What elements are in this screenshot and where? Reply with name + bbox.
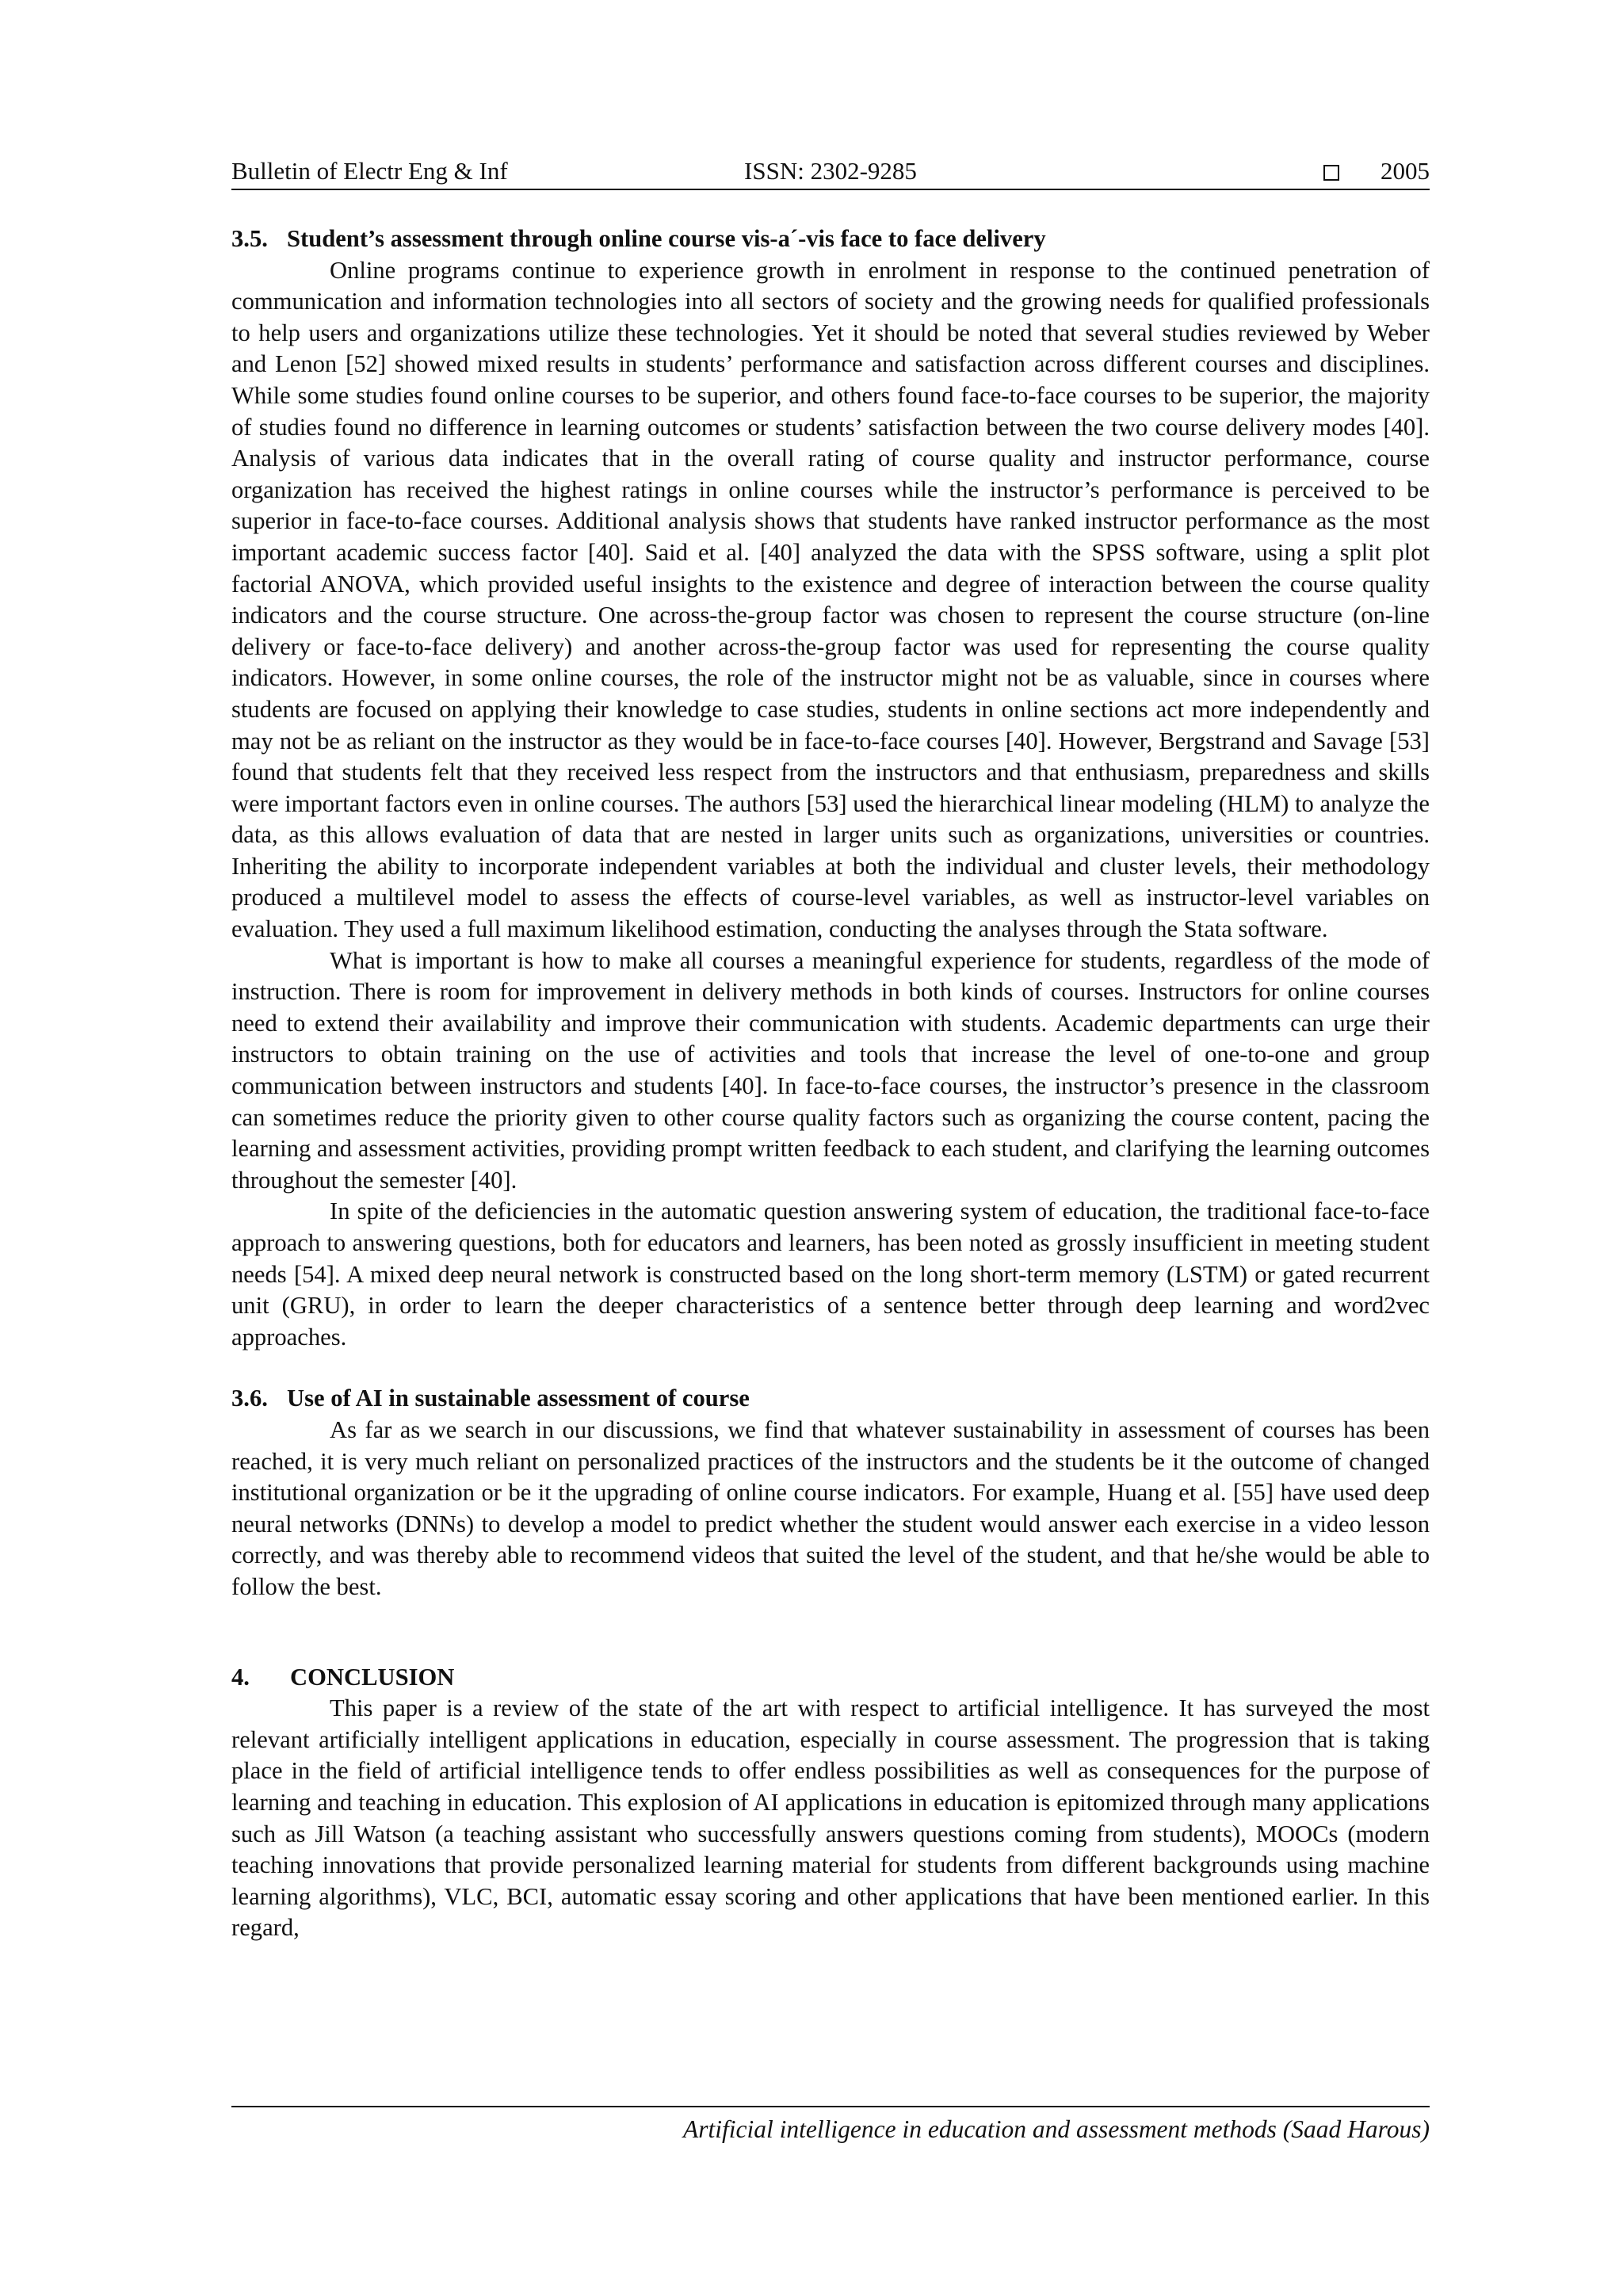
paragraph: This paper is a review of the state of the art with respect to artificial intelligence. It has surveyed the most relevant artificially intelligent applications in education, especially in course assessment. The progression that is taking place in the field of artificial intelligence tends to offer endless possibilities as well as consequences for the purpose of learning and teaching in education. This explosion of AI applications in education is epitomized through many applications such as Jill Watson (a teaching assistant who successfully answers questions coming from students), MOOCs (modern teaching innovations that provide personalized learning material for students from different backgrounds using machine learning algorithms), VLC, BCI, automatic essay scoring and other applications that have been mentioned earlier. In this regard, bbox=[231, 1694, 1430, 1942]
page-number: 2005 bbox=[1381, 157, 1430, 185]
section-heading-3-6 bbox=[231, 1383, 1430, 1415]
running-footer: Artificial intelligence in education and assessment methods (Saad Harous) bbox=[683, 2115, 1430, 2143]
section-number: 3.6. bbox=[231, 1385, 268, 1412]
hollow-square-icon bbox=[1323, 165, 1339, 181]
section-heading-4 bbox=[231, 1662, 1430, 1694]
footer-rule bbox=[231, 2106, 1430, 2107]
section-heading-3-5 bbox=[231, 223, 1430, 255]
journal-name: Bulletin of Electr Eng & Inf bbox=[231, 157, 508, 185]
header-right bbox=[1323, 155, 1430, 187]
body-text bbox=[231, 223, 1430, 1944]
paragraph: Online programs continue to experience growth in enrolment in response to the continued penetration of communication and information technologies into all sectors of society and the growing needs for qualified professionals to help users and organizations utilize these technologies. Yet it should be noted that several studies reviewed by Weber and Lenon [52] showed mixed results in students’ performance and satisfaction across different courses and disciplines. While some studies found online courses to be superior, and others found face-to-face courses to be superior, the majority of studies found no difference in learning outcomes or students’ satisfaction between the two course delivery modes [40]. Analysis of various data indicates that in the overall rating of course quality and instructor performance, course organization has received the highest ratings in online courses while the instructor’s performance is perceived to be superior in face-to-face courses. Additional analysis shows that students have ranked instructor performance as the most important academic success factor [40]. Said et al. [40] analyzed the data with the SPSS software, using a split plot factorial ANOVA, which provided useful insights to the existence and degree of interaction between the course quality indicators and the course structure. One across-the-group factor was chosen to represent the course structure (on-line delivery or face-to-face delivery) and another across-the-group factor was used for representing the course quality indicators. However, in some online courses, the role of the instructor might not be as valuable, since in courses where students are focused on applying their knowledge to case studies, students in online sections act more independently and may not be as reliant on the instructor as they would be in face-to-face courses [40]. However, Bergstrand and Savage [53] found that students felt that they received less respect from the instructors and that enthusiasm, preparedness and skills were important factors even in online courses. The authors [53] used the hierarchical linear modeling (HLM) to analyze the data, as this allows evaluation of data that are nested in larger units such as organizations, universities or countries. Inheriting the ability to incorporate independent variables at both the individual and cluster levels, their methodology produced a multilevel model to assess the effects of course-level variables, as well as instructor-level variables on evaluation. They used a full maximum likelihood estimation, conducting the analyses through the Stata software. bbox=[231, 256, 1430, 943]
header-rule bbox=[231, 189, 1430, 190]
paragraph: What is important is how to make all courses a meaningful experience for students, regardless of the mode of instruction. There is room for improvement in delivery methods in both kinds of courses. Instructors for online courses need to extend their availability and improve their communication with students. Academic departments can urge their instructors to obtain training on the use of activities and tools that increase the level of one-to-one and group communication between instructors and students [40]. In face-to-face courses, the instructor’s presence in the classroom can sometimes reduce the priority given to other course quality factors such as organizing the course content, pacing the learning and assessment activities, providing prompt written feedback to each student, and clarifying the learning outcomes throughout the semester [40]. bbox=[231, 946, 1430, 1194]
paragraph: As far as we search in our discussions, we find that whatever sustainability in assessment of courses has been reached, it is very much reliant on personalized practices of the instructors and the students be it the outcome of changed institutional organization or be it the upgrading of online course indicators. For example, Huang et al. [55] have used deep neural networks (DNNs) to develop a model to predict whether the student would answer each exercise in a video lesson correctly, and was thereby able to recommend videos that suited the level of the student, and that he/she would be able to follow the best. bbox=[231, 1415, 1430, 1600]
section-number: 4. bbox=[231, 1663, 250, 1690]
section-title: Student’s assessment through online course vis-a´-vis face to face delivery bbox=[287, 225, 1046, 252]
paragraph: In spite of the deficiencies in the automatic question answering system of education, the traditional face-to-face approach to answering questions, both for educators and learners, has been noted as grossly insufficient in meeting student needs [54]. A mixed deep neural network is constructed based on the long short-term memory (LSTM) or gated recurrent unit (GRU), in order to learn the deeper characteristics of a sentence better through deep learning and word2vec approaches. bbox=[231, 1198, 1430, 1350]
section-number: 3.5. bbox=[231, 225, 268, 252]
journal-page bbox=[231, 0, 1430, 2296]
section-title: CONCLUSION bbox=[290, 1663, 455, 1690]
section-title: Use of AI in sustainable assessment of course bbox=[287, 1385, 750, 1412]
section-gap bbox=[231, 1353, 1430, 1383]
running-header bbox=[231, 155, 1430, 190]
section-gap bbox=[231, 1603, 1430, 1662]
issn: ISSN: 2302-9285 bbox=[744, 157, 917, 185]
